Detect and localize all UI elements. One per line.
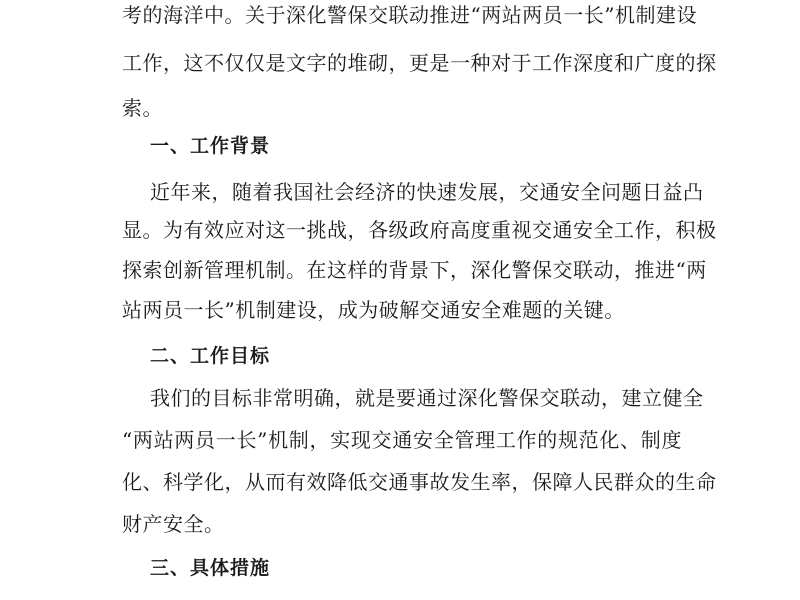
section-1-line-4: 站两员一长”机制建设，成为破解交通安全难题的关键。 [122, 298, 625, 322]
section-1-line-1: 近年来，随着我国社会经济的快速发展，交通安全问题日益凸 [150, 180, 704, 204]
intro-line-1: 考的海洋中。关于深化警保交联动推进“两站两员一长”机制建设 [122, 3, 697, 27]
section-2-line-3: 化、科学化，从而有效降低交通事故发生率，保障人民群众的生命 [122, 470, 717, 494]
section-1-line-2: 显。为有效应对这一挑战，各级政府高度重视交通安全工作，积极 [122, 218, 717, 242]
section-heading-measures: 三、具体措施 [150, 557, 271, 579]
section-1-line-3: 探索创新管理机制。在这样的背景下，深化警保交联动，推进“两 [122, 258, 707, 282]
section-heading-background: 一、工作背景 [150, 135, 271, 157]
section-2-line-1: 我们的目标非常明确，就是要通过深化警保交联动，建立健全 [150, 386, 704, 410]
section-2-line-2: “两站两员一长”机制，实现交通安全管理工作的规范化、制度 [122, 428, 682, 452]
intro-line-3: 索。 [122, 96, 163, 120]
section-2-line-4: 财产安全。 [122, 512, 225, 536]
intro-line-2: 工作，这不仅仅是文字的堆砌，更是一种对于工作深度和广度的探 [122, 51, 717, 75]
section-heading-goals: 二、工作目标 [150, 345, 271, 367]
